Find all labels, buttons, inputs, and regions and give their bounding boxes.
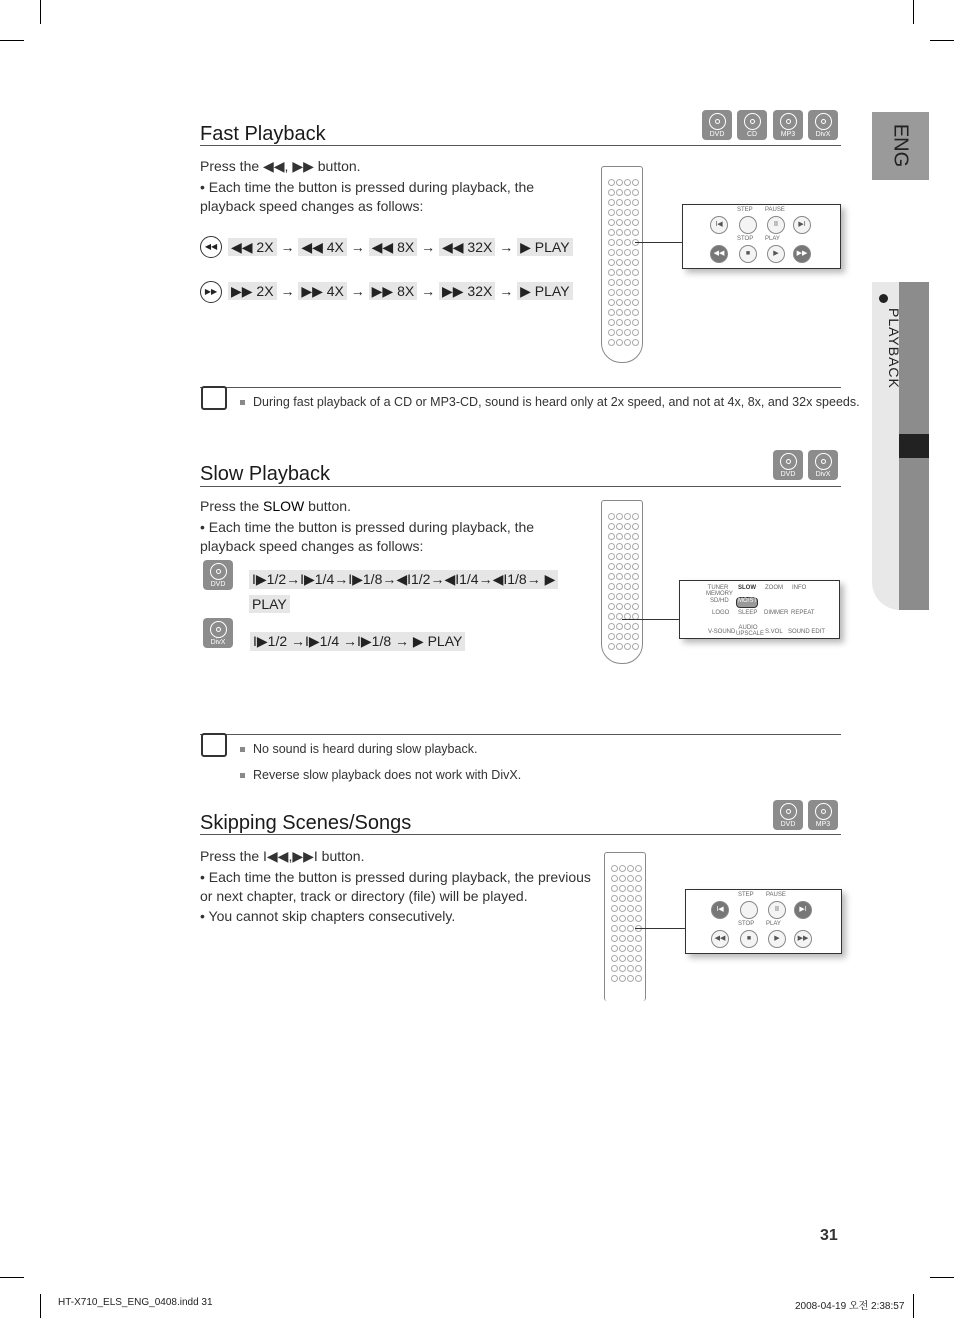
remote-button-icon: [635, 945, 642, 952]
fast-forward-button-icon: ▶▶: [793, 245, 811, 263]
note-text: Reverse slow playback does not work with DivX.: [253, 768, 522, 782]
dvd-disc-icon: DVD: [203, 560, 233, 590]
remote-button-icon: [632, 633, 639, 640]
chapter-bullet-icon: [879, 294, 888, 303]
remote-button-icon: [632, 289, 639, 296]
crop-mark: [930, 40, 954, 41]
remote-button-icon: [632, 219, 639, 226]
rewind-icon: ◀◀: [711, 930, 729, 948]
remote-button-icon: [611, 895, 618, 902]
remote-button-icon: [624, 189, 631, 196]
remote-button-icon: [632, 593, 639, 600]
remote-button-icon: [608, 319, 615, 326]
slow-key-label: SLOW: [263, 498, 305, 514]
tuner-memory-label: TUNER MEMORY: [706, 585, 733, 597]
sdhd-label: SD/HD: [710, 598, 729, 604]
remote-button-icon: [635, 965, 642, 972]
callout-line: [635, 242, 683, 243]
remote-button-icon: [619, 885, 626, 892]
remote-button-icon: [619, 965, 626, 972]
remote-button-icon: [619, 865, 626, 872]
sleep-label: SLEEP: [738, 610, 758, 616]
remote-button-icon: [608, 523, 615, 530]
note-rule: [200, 387, 841, 388]
footer-file: HT-X710_ELS_ENG_0408.indd 31: [58, 1297, 213, 1308]
remote-button-icon: [635, 905, 642, 912]
note-text: During fast playback of a CD or MP3-CD, sound is heard only at 2x speed, and not at 4x, 8x, and 32x speeds.: [253, 395, 860, 409]
crop-mark: [930, 1277, 954, 1278]
remote-button-icon: [632, 603, 639, 610]
remote-button-icon: [624, 269, 631, 276]
play-icon: ▶: [767, 245, 785, 263]
remote-button-icon: [608, 543, 615, 550]
remote-button-icon: [616, 623, 623, 630]
remote-button-icon: [632, 573, 639, 580]
note-bullet: [240, 400, 245, 405]
remote-button-icon: [632, 553, 639, 560]
remote-button-icon: [608, 533, 615, 540]
remote-button-icon: [632, 299, 639, 306]
remote-button-icon: [635, 955, 642, 962]
remote-button-icon: [608, 269, 615, 276]
crop-mark: [40, 0, 41, 24]
remote-button-icon: [611, 965, 618, 972]
remote-button-icon: [608, 189, 615, 196]
step-label: STEP: [737, 207, 753, 213]
pause-label: PAUSE: [765, 207, 785, 213]
remote-button-icon: [611, 955, 618, 962]
remote-button-icon: [616, 249, 623, 256]
section-title: Fast Playback: [200, 123, 326, 145]
remote-control-illustration: [601, 500, 643, 664]
pause-icon: II: [768, 901, 786, 919]
remote-button-icon: [624, 523, 631, 530]
remote-button-icon: [627, 865, 634, 872]
remote-button-icon: [608, 633, 615, 640]
remote-button-icon: [624, 643, 631, 650]
bullet-text: • You cannot skip chapters consecutively.: [200, 908, 456, 924]
dimmer-label: DIMMER: [764, 610, 789, 616]
remote-button-icon: [608, 249, 615, 256]
chapter-tab-marker: [899, 434, 929, 458]
remote-button-icon: [632, 533, 639, 540]
remote-button-icon: [616, 523, 623, 530]
fast-forward-icon: ▶▶: [200, 281, 222, 303]
remote-button-icon: [624, 199, 631, 206]
section-rule: [200, 834, 841, 835]
remote-button-icon: [608, 513, 615, 520]
step-icon: [740, 901, 758, 919]
remote-zoom-panel: [679, 580, 840, 639]
remote-button-icon: [624, 563, 631, 570]
divx-disc-icon: DivX: [808, 450, 838, 480]
remote-button-icon: [616, 319, 623, 326]
remote-button-icon: [608, 299, 615, 306]
note-text: No sound is heard during slow playback.: [253, 742, 478, 756]
mp3-disc-icon: MP3: [773, 110, 803, 140]
remote-button-icon: [627, 965, 634, 972]
step-label: STEP: [738, 892, 754, 898]
remote-button-icon: [619, 975, 626, 982]
remote-button-icon: [616, 339, 623, 346]
remote-button-icon: [619, 925, 626, 932]
remote-button-icon: [624, 249, 631, 256]
remote-button-icon: [619, 905, 626, 912]
cd-disc-icon: CD: [737, 110, 767, 140]
play-label: PLAY: [765, 236, 780, 242]
remote-button-icon: [608, 199, 615, 206]
remote-button-icon: [632, 583, 639, 590]
remote-button-icon: [632, 623, 639, 630]
crop-mark: [0, 40, 24, 41]
audio-upscale-label: AUDIO UPSCALE: [736, 625, 765, 637]
dvd-disc-icon: DVD: [702, 110, 732, 140]
remote-button-icon: [608, 229, 615, 236]
remote-button-icon: [632, 189, 639, 196]
remote-button-icon: [608, 289, 615, 296]
remote-button-icon: [632, 259, 639, 266]
remote-button-icon: [632, 339, 639, 346]
repeat-label: REPEAT: [791, 610, 815, 616]
remote-button-icon: [624, 603, 631, 610]
remote-button-icon: [635, 975, 642, 982]
fast-forward-icon: ▶▶: [794, 930, 812, 948]
remote-button-icon: [608, 613, 615, 620]
remote-button-icon: [624, 543, 631, 550]
remote-button-icon: [616, 563, 623, 570]
remote-button-icon: [632, 309, 639, 316]
remote-button-icon: [616, 603, 623, 610]
remote-button-icon: [608, 573, 615, 580]
skip-forward-icon: ▶I: [793, 216, 811, 234]
section-title: Slow Playback: [200, 463, 331, 485]
crop-mark: [913, 1294, 914, 1318]
remote-button-icon: [624, 593, 631, 600]
remote-button-icon: [608, 179, 615, 186]
remote-button-icon: [616, 553, 623, 560]
remote-button-icon: [616, 633, 623, 640]
dvd-disc-icon: DVD: [773, 800, 803, 830]
remote-button-icon: [624, 309, 631, 316]
rewind-sequence: ◀◀ 2X → ◀◀ 4X → ◀◀ 8X → ◀◀ 32X → ▶ PLAY: [228, 239, 573, 256]
remote-button-icon: [611, 945, 618, 952]
remote-button-icon: [635, 875, 642, 882]
note-rule: [200, 734, 841, 735]
section-rule: [200, 486, 841, 487]
remote-button-icon: [632, 563, 639, 570]
remote-button-icon: [616, 299, 623, 306]
remote-button-icon: [619, 935, 626, 942]
note-icon: [201, 733, 227, 757]
remote-button-icon: [635, 865, 642, 872]
play-label: PLAY: [766, 921, 781, 927]
stop-icon: ■: [740, 930, 758, 948]
logo-label: LOGO: [712, 610, 730, 616]
remote-button-icon: [632, 249, 639, 256]
remote-button-icon: [616, 309, 623, 316]
remote-button-icon: [608, 239, 615, 246]
divx-disc-icon: DivX: [808, 110, 838, 140]
remote-button-icon: [627, 955, 634, 962]
callout-line: [622, 619, 680, 620]
remote-button-icon: [608, 603, 615, 610]
remote-button-icon: [616, 219, 623, 226]
remote-zoom-panel: [685, 889, 842, 954]
remote-button-icon: [611, 915, 618, 922]
remote-button-icon: [627, 945, 634, 952]
remote-button-icon: [611, 875, 618, 882]
remote-button-icon: [627, 975, 634, 982]
remote-button-icon: [608, 279, 615, 286]
remote-zoom-panel: [682, 204, 841, 269]
remote-button-icon: [608, 219, 615, 226]
remote-button-icon: [624, 219, 631, 226]
remote-button-icon: [619, 955, 626, 962]
lang-label: ENG: [889, 123, 912, 168]
bullet-text: • Each time the button is pressed during playback, the playback speed changes as follows:: [200, 519, 535, 554]
mp3-disc-icon: MP3: [808, 800, 838, 830]
remote-button-icon: [627, 915, 634, 922]
remote-button-icon: [608, 643, 615, 650]
dvd-disc-icon: DVD: [773, 450, 803, 480]
skip-forward-button-icon: ▶I: [794, 901, 812, 919]
remote-button-icon: [616, 189, 623, 196]
remote-button-icon: [635, 935, 642, 942]
remote-button-icon: [632, 319, 639, 326]
side-tab: [872, 112, 929, 610]
remote-button-icon: [608, 563, 615, 570]
remote-button-icon: [611, 925, 618, 932]
remote-button-icon: [632, 229, 639, 236]
rewind-icon: ◀◀: [200, 236, 222, 258]
most-label: MO/ST: [738, 598, 757, 604]
note-bullet: [240, 773, 245, 778]
remote-button-icon: [627, 875, 634, 882]
remote-button-icon: [619, 895, 626, 902]
dvd-slow-sequence: I▶1/2→I▶1/4→I▶1/8→◀I1/2→◀I1/4→◀I1/8→ ▶: [249, 570, 558, 589]
remote-button-icon: [624, 513, 631, 520]
remote-button-icon: [624, 289, 631, 296]
instruction-text: Press the I◀◀,▶▶I button.: [200, 848, 365, 864]
remote-button-icon: [608, 623, 615, 630]
remote-button-icon: [616, 593, 623, 600]
remote-button-icon: [611, 975, 618, 982]
remote-button-icon: [624, 633, 631, 640]
pause-icon: II: [767, 216, 785, 234]
remote-button-icon: [616, 199, 623, 206]
instruction-text: Press the SLOW button.: [200, 498, 351, 514]
remote-button-icon: [627, 935, 634, 942]
bullet-text: • Each time the button is pressed during playback, the previous or next chapter, track or directory (file) will be played.: [200, 869, 591, 904]
remote-control-illustration: [601, 166, 643, 363]
divx-slow-sequence: I▶1/2 →I▶1/4 →I▶1/8 → ▶ PLAY: [250, 632, 465, 651]
remote-button-icon: [632, 329, 639, 336]
remote-button-icon: [627, 905, 634, 912]
remote-button-icon: [627, 925, 634, 932]
remote-button-icon: [611, 865, 618, 872]
stop-icon: ■: [739, 245, 757, 263]
remote-button-icon: [616, 583, 623, 590]
remote-control-illustration: [604, 852, 646, 1001]
remote-button-icon: [616, 269, 623, 276]
remote-button-icon: [635, 915, 642, 922]
remote-button-icon: [608, 593, 615, 600]
info-label: INFO: [792, 585, 807, 591]
remote-button-icon: [611, 905, 618, 912]
remote-button-icon: [632, 269, 639, 276]
remote-button-icon: [616, 643, 623, 650]
remote-button-icon: [616, 573, 623, 580]
crop-mark: [40, 1294, 41, 1318]
remote-button-icon: [619, 945, 626, 952]
vsound-label: V-SOUND: [708, 629, 736, 635]
remote-button-icon: [624, 259, 631, 266]
remote-button-icon: [632, 279, 639, 286]
slow-label: SLOW: [738, 585, 756, 591]
note-icon: [201, 386, 227, 410]
remote-button-icon: [616, 329, 623, 336]
crop-mark: [0, 1277, 24, 1278]
remote-button-icon: [624, 329, 631, 336]
remote-button-icon: [616, 229, 623, 236]
remote-button-icon: [608, 553, 615, 560]
section-title: Skipping Scenes/Songs: [200, 812, 412, 834]
remote-button-icon: [608, 259, 615, 266]
forward-sequence: ▶▶ 2X → ▶▶ 4X → ▶▶ 8X → ▶▶ 32X → ▶ PLAY: [228, 283, 573, 300]
remote-button-icon: [624, 209, 631, 216]
play-icon: ▶: [768, 930, 786, 948]
remote-button-icon: [616, 513, 623, 520]
remote-button-icon: [619, 915, 626, 922]
sound-edit-label: SOUND EDIT: [788, 629, 826, 635]
remote-button-icon: [616, 259, 623, 266]
remote-button-icon: [624, 299, 631, 306]
remote-button-icon: [624, 239, 631, 246]
page-number: 31: [820, 1227, 838, 1244]
zoom-label: ZOOM: [765, 585, 783, 591]
footer-timestamp: 2008-04-19 오전 2:38:57: [795, 1301, 905, 1312]
remote-button-icon: [608, 309, 615, 316]
remote-button-icon: [608, 583, 615, 590]
remote-button-icon: [624, 319, 631, 326]
remote-button-icon: [619, 875, 626, 882]
divx-disc-icon: DivX: [203, 618, 233, 648]
remote-button-icon: [616, 289, 623, 296]
chapter-label: PLAYBACK: [886, 308, 902, 389]
remote-button-icon: [608, 339, 615, 346]
section-rule: [200, 145, 841, 146]
bullet-text: • Each time the button is pressed during playback, the playback speed changes as follows:: [200, 179, 535, 214]
remote-button-icon: [616, 543, 623, 550]
remote-button-icon: [632, 179, 639, 186]
remote-button-icon: [624, 573, 631, 580]
remote-button-icon: [632, 543, 639, 550]
remote-button-icon: [624, 279, 631, 286]
remote-button-icon: [616, 533, 623, 540]
step-icon: [739, 216, 757, 234]
remote-button-icon: [616, 209, 623, 216]
dvd-slow-sequence-end: PLAY: [249, 595, 290, 613]
svol-label: S.VOL: [765, 629, 783, 635]
note-bullet: [240, 747, 245, 752]
remote-button-icon: [627, 895, 634, 902]
pause-label: PAUSE: [766, 892, 786, 898]
remote-button-icon: [624, 583, 631, 590]
remote-button-icon: [627, 885, 634, 892]
remote-button-icon: [608, 209, 615, 216]
remote-button-icon: [611, 935, 618, 942]
remote-button-icon: [624, 339, 631, 346]
remote-button-icon: [624, 179, 631, 186]
remote-button-icon: [611, 885, 618, 892]
remote-button-icon: [624, 229, 631, 236]
callout-line: [635, 928, 686, 929]
skip-back-icon: I◀: [710, 216, 728, 234]
remote-button-icon: [624, 553, 631, 560]
remote-button-icon: [624, 533, 631, 540]
remote-button-icon: [635, 885, 642, 892]
remote-button-icon: [635, 895, 642, 902]
remote-button-icon: [616, 179, 623, 186]
remote-button-icon: [632, 523, 639, 530]
remote-button-icon: [632, 513, 639, 520]
instruction-text: Press the ◀◀, ▶▶ button.: [200, 158, 361, 174]
stop-label: STOP: [737, 236, 754, 242]
remote-button-icon: [616, 239, 623, 246]
remote-button-icon: [608, 329, 615, 336]
crop-mark: [913, 0, 914, 24]
rewind-button-icon: ◀◀: [710, 245, 728, 263]
remote-button-icon: [632, 643, 639, 650]
remote-button-icon: [616, 279, 623, 286]
stop-label: STOP: [738, 921, 755, 927]
remote-button-icon: [624, 623, 631, 630]
remote-button-icon: [632, 199, 639, 206]
skip-back-button-icon: I◀: [711, 901, 729, 919]
remote-button-icon: [632, 209, 639, 216]
